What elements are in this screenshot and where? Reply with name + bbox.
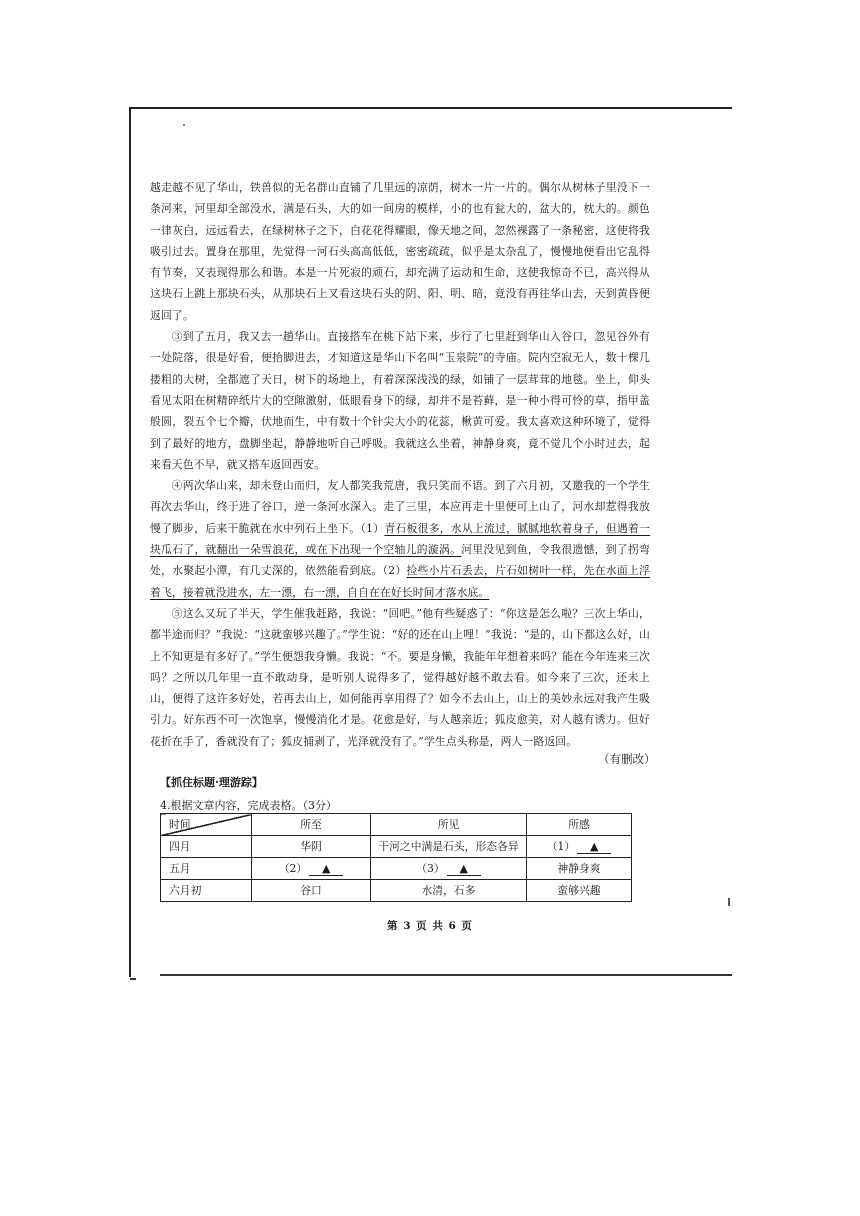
header-cell: 所至 [252, 814, 371, 836]
paragraph-3: ③到了五月，我又去一趟华山。直接搭车在桃下站下来，步行了七里赶到华山入谷口，忽见谷外有一处院落，很是好看，便抬脚进去，才知道这是华山下名叫“玉泉院”的寺庙。院内空寂无人，数十棵几搂粗的大树，全都遮了天日，树下的场地上，有着深深浅浅的绿，如铺了一层茸茸的地毯。坐上，仰头看见太阳在树精碎纸片大的空隙激射，低眼看身下的绿，却并不是苔藓，是一种小得可怜的草，指甲盖般圆，裂五个七个瓣，伏地而生，中有数十个针尖大小的花蕊，楸黄可爱。我太喜欢这种环境了，觉得到了最好的地方，盘脚坐起，静静地听自己呼吸。我就这么坐着，神静身爽，竟不觉几个小时过去，起来看天色不早，就又搭车返回西安。 [150, 330, 650, 471]
row-seen [371, 858, 527, 880]
row-seen: 干河之中满是石头，形态各异 [371, 836, 527, 858]
section-title: 【抓住标题·理游踪】 [160, 776, 263, 789]
scan-speck [728, 898, 730, 906]
header-corner-label: 时间 [169, 818, 191, 831]
blank-label: （1） [546, 840, 576, 853]
header-cell: 所感 [527, 814, 632, 836]
page-footer: 第 3 页 共 6 页 [387, 920, 473, 932]
row-place: 华阴 [252, 836, 371, 858]
scan-border-left [129, 107, 131, 977]
row-time: 六月初 [161, 880, 252, 902]
scan-speck [183, 124, 185, 126]
header-cell: 所见 [371, 814, 527, 836]
scan-border-bottom [160, 974, 732, 976]
scan-mark [130, 978, 136, 980]
row-time: 五月 [161, 858, 252, 880]
paragraph-5: ⑤这么又玩了半天，学生催我赶路，我说：“回吧。”他有些疑惑了：“你这是怎么啦？三次上华山，都半途而归？”我说：“这就蛮够兴趣了。”学生说：“好的还在山上哩！”我说：“是的，山下都这么好，山上不知更是有多好了。”学生便怨我身懒。我说：“不。要是身懒，我能年年想着来吗？能在今年连来三次吗？之所以几年里一直不敢动身，是听别人说得多了，觉得越好越不敢去看。如今来了三次，还未上山，便得了这许多好处，若再去山上，如何能再享用得了？如今不去山上，山上的美妙永远对我产生吸引力。好东西不可一次饱享，慢慢消化才是。花愈是好，与人越亲近；狐皮愈美，对人越有诱力。但好花折在手了，香就没有了；狐皮捕剥了，光泽就没有了。”学生点头称是，两人一路返回。 [150, 606, 650, 748]
source-note: （有删改） [598, 752, 656, 766]
row-seen: 水清，石多 [371, 880, 527, 902]
answer-blank[interactable] [577, 840, 611, 854]
underlined-sentence-2: 捡些小片石丢去，片石如树叶一样，先在水面上浮着飞，接着就没进水，左一漂，右一漂，自自在在好长时间才落水底。 [150, 564, 650, 599]
blank-label: （3） [416, 862, 445, 875]
row-felt [527, 836, 632, 858]
row-felt: 蛮够兴趣 [527, 880, 632, 902]
blank-label: （2） [278, 862, 308, 875]
row-time: 四月 [161, 836, 252, 858]
paragraph-4-text: ④两次华山来，却未登山而归，友人都笑我荒唐，我只笑而不语。到了六月初，又邀我的一个学生再次去华山，终于进了谷口，逆一条河水深入。走了三里，本应再走十里便可上山了，河水却惹得我放慢了脚步，后来干脆就在水中列石上坐下。（1） [150, 479, 650, 535]
row-place: 谷口 [252, 880, 371, 902]
scan-border-top [130, 107, 732, 109]
answer-blank[interactable] [309, 862, 343, 876]
answer-table [160, 813, 632, 902]
question-4: 4.根据文章内容，完成表格。（3分） [160, 799, 337, 812]
paragraph-4-text: 河里没见到鱼，令我很遗憾，到了拐弯处，水聚起小潭，有几丈深的，依然能看到底。（2） [150, 543, 650, 578]
passage [150, 177, 650, 752]
table-header-row [161, 814, 632, 836]
paragraph-2-continued: 越走越不见了华山，铁兽似的无名群山直铺了几里远的凉荫，树木一片一片的。偶尔从树林子里没下一条河来，河里却全部没水，满是石头，大的如一间房的模样，小的也有瓮大的，盆大的，枕大的。颜色一律灰白，远远看去，在绿树林子之下，白花花得耀眼，像天地之间，忽然裸露了一条秘密，这使将我吸引过去。置身在那里，先觉得一河石头高高低低，密密疏疏，似乎是太杂乱了，慢慢地便看出它乱得有节奏，又表现得那么和谐。本是一片死寂的顽石，却充满了运动和生命，这使我惊奇不已，高兴得从这块石上跳上那块石头，从那块石上又看这块石头的阴、阳、明、暗，竟没有再往华山去，天到黄昏便返回了。 [150, 181, 650, 322]
underlined-sentence-1: 青石板很多，水从上流过，腻腻地软着身子，但遇着一块瓜石了，就翻出一朵雪浪花，或在下出现一个空轴儿的漩涡。 [150, 521, 650, 557]
row-place [252, 858, 371, 880]
row-felt: 神静身爽 [527, 858, 632, 880]
table-row [161, 858, 632, 880]
table-row [161, 836, 632, 858]
triangle-icon: ▲ [459, 862, 468, 875]
table-row [161, 880, 632, 902]
header-corner [161, 814, 252, 836]
paragraph-4 [150, 475, 650, 603]
triangle-icon: ▲ [322, 862, 331, 875]
triangle-icon: ▲ [590, 840, 599, 853]
answer-blank[interactable] [447, 862, 481, 876]
